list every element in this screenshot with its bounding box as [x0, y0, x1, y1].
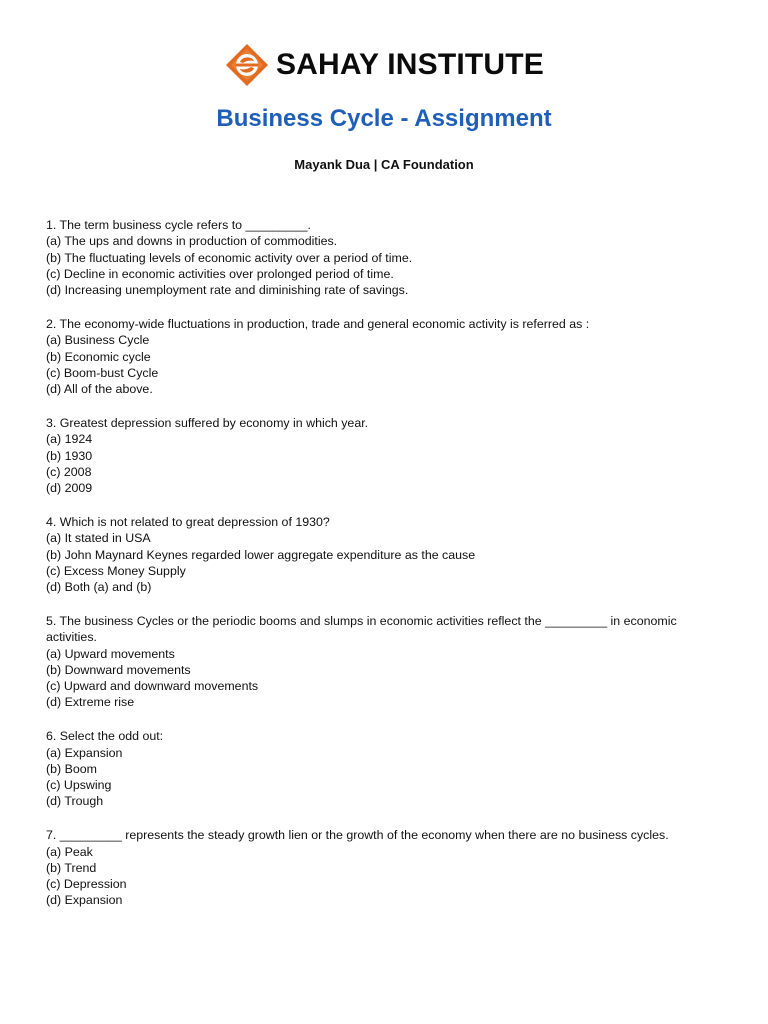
question-text: 4. Which is not related to great depression of 1930?	[46, 514, 330, 529]
question-text: 1. The term business cycle refers to _________.	[46, 218, 311, 232]
question-5	[46, 613, 726, 711]
answer-option: (c) Upward and downward movements	[46, 679, 259, 694]
answer-option: (b) Trend	[46, 860, 97, 875]
answer-option: (c) Excess Money Supply	[46, 563, 186, 578]
answer-option: (c) Boom-bust Cycle	[46, 365, 159, 380]
document-title: Business Cycle - Assignment	[216, 105, 552, 132]
answer-option: (c) 2008	[46, 464, 92, 479]
answer-option: (a) Expansion	[46, 745, 123, 760]
answer-option: (b) Downward movements	[46, 662, 191, 677]
question-text: 3. Greatest depression suffered by economy in which year.	[46, 415, 369, 430]
answer-option: (c) Decline in economic activities over prolonged period of time.	[46, 266, 394, 281]
answer-option: (a) Upward movements	[46, 646, 175, 661]
question-text: 6. Select the odd out:	[46, 729, 164, 744]
answer-option: (b) 1930	[46, 448, 93, 463]
sahay-logo-icon	[224, 42, 270, 88]
question-7	[46, 827, 726, 908]
question-1	[46, 217, 726, 298]
answer-option: (b) Economic cycle	[46, 349, 151, 364]
answer-option: (d) All of the above.	[46, 382, 153, 397]
answer-option: (d) Increasing unemployment rate and diminishing rate of savings.	[46, 283, 409, 298]
answer-option: (a) 1924	[46, 432, 93, 447]
answer-option: (d) 2009	[46, 481, 93, 496]
institute-logo	[224, 42, 544, 88]
answer-option: (d) Trough	[46, 794, 104, 809]
question-text: 5. The business Cycles or the periodic booms and slumps in economic activities reflect the _________ in economic activities.	[46, 613, 677, 645]
answer-option: (d) Expansion	[46, 893, 123, 908]
answer-option: (b) John Maynard Keynes regarded lower aggregate expenditure as the cause	[46, 547, 476, 562]
question-list	[46, 217, 726, 926]
answer-option: (c) Upswing	[46, 778, 112, 793]
question-6	[46, 728, 726, 809]
institute-name: SAHAY INSTITUTE	[275, 48, 545, 81]
answer-option: (d) Both (a) and (b)	[46, 580, 152, 595]
question-text: 7. _________ represents the steady growth lien or the growth of the economy when there are no business cycles.	[46, 828, 669, 843]
question-text: 2. The economy-wide fluctuations in production, trade and general economic activity is referred as :	[46, 316, 590, 331]
question-3	[46, 415, 726, 496]
page-header	[0, 42, 768, 88]
question-2	[46, 316, 726, 397]
answer-option: (d) Extreme rise	[46, 695, 135, 710]
answer-option: (c) Depression	[46, 877, 127, 892]
answer-option: (b) Boom	[46, 761, 97, 776]
document-subtitle: Mayank Dua | CA Foundation	[294, 157, 474, 172]
answer-option: (a) Business Cycle	[46, 333, 150, 348]
answer-option: (a) Peak	[46, 844, 93, 859]
question-4	[46, 514, 726, 595]
answer-option: (a) It stated in USA	[46, 531, 151, 546]
answer-option: (a) The ups and downs in production of commodities.	[46, 234, 338, 249]
answer-option: (b) The fluctuating levels of economic activity over a period of time.	[46, 250, 413, 265]
